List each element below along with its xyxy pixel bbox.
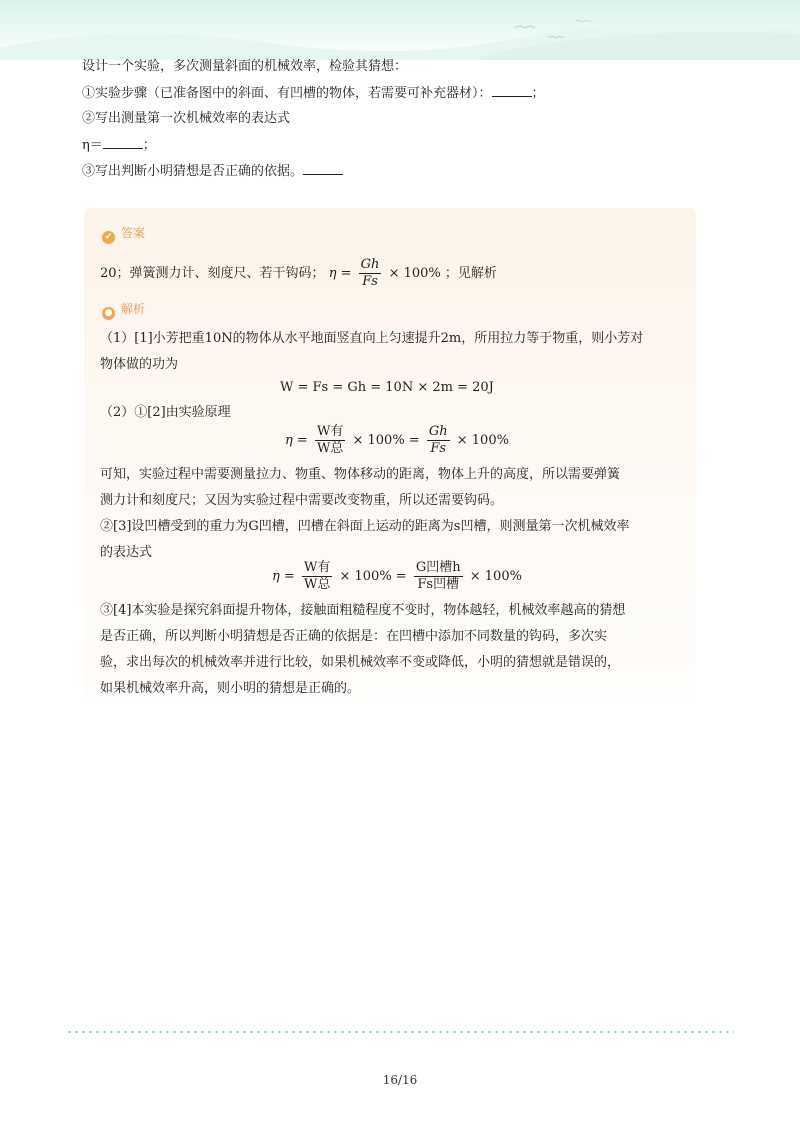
step1-end: ； <box>531 86 545 101</box>
answer-tag-label: 答案 <box>121 226 146 240</box>
eq2-frac1 <box>315 424 345 457</box>
question-step3 <box>82 162 343 181</box>
eta-label: η＝ <box>82 138 103 153</box>
analysis-p4d: 如果机械效率升高，则小明的猜想是正确的。 <box>100 681 361 696</box>
analysis-p1b: 物体做的功为 <box>100 357 179 372</box>
eq2-frac2 <box>427 424 450 457</box>
eq2-eta: η = <box>285 433 308 448</box>
analysis-p2c: 测力计和刻度尺；又因为实验过程中需要改变物重，所以还需要钩码。 <box>100 493 504 508</box>
answer-fraction <box>359 257 382 290</box>
question-eta-line <box>82 136 156 155</box>
analysis-p2a: （2）①[2]由实验原理 <box>100 405 231 420</box>
equation-efficiency-1 <box>285 424 509 457</box>
answer-line <box>100 257 497 290</box>
eta-end: ； <box>142 138 156 153</box>
eta-answer-blank <box>103 136 143 149</box>
answer-tag <box>102 224 145 244</box>
eq3-frac1-den: W总 <box>303 577 331 592</box>
eq3-eta: η = <box>272 569 295 584</box>
eq3-frac2-den: Fs凹槽 <box>417 577 460 592</box>
eq2-frac1-num: W有 <box>316 424 344 439</box>
answer-fraction-den: Fs <box>362 274 378 289</box>
question-intro: 设计一个实验，多次测量斜面的机械效率，检验其猜想： <box>82 59 408 74</box>
page-number: 16/16 <box>382 1073 418 1087</box>
eq3-mid: × 100% = <box>339 569 407 584</box>
analysis-tag-label: 解析 <box>121 302 146 316</box>
analysis-p4c: 验，求出每次的机械效率并进行比较，如果机械效率不变或降低，小明的猜想就是错误的， <box>100 655 621 670</box>
eq3-frac1-num: W有 <box>303 560 331 575</box>
eq3-end: × 100% <box>469 569 522 584</box>
analysis-p1a: （1）[1]小芳把重10N的物体从水平地面竖直向上匀速提升2m，所用拉力等于物重，则小芳对 <box>100 331 644 346</box>
analysis-p3b: 的表达式 <box>100 545 153 560</box>
header-decoration <box>0 0 800 60</box>
header-landscape-graphic <box>0 0 800 60</box>
analysis-p4a: ③[4]本实验是探究斜面提升物体，接触面粗糙程度不变时，物体越轻，机械效率越高的猜想 <box>100 603 626 618</box>
step1-text: ①实验步骤（已准备图中的斜面、有凹槽的物体，若需要可补充器材）： <box>82 86 492 101</box>
analysis-tag <box>102 300 145 320</box>
answer-text-post: ；见解析 <box>444 266 497 281</box>
eq2-end: × 100% <box>456 433 509 448</box>
step3-answer-blank <box>303 162 343 175</box>
analysis-p3a: ②[3]设凹槽受到的重力为G凹槽，凹槽在斜面上运动的距离为s凹槽，则测量第一次机械效率 <box>100 519 630 534</box>
eq2-frac2-num: Gh <box>428 424 448 439</box>
equation-efficiency-2 <box>272 560 522 593</box>
answer-fraction-num: Gh <box>360 257 380 272</box>
analysis-p4b: 是否正确，所以判断小明猜想是否正确的依据是：在凹槽中添加不同数量的钩码，多次实 <box>100 629 608 644</box>
eq3-frac1 <box>302 560 332 593</box>
footer-divider <box>66 1031 734 1033</box>
step1-answer-blank <box>492 84 532 97</box>
eq2-mid: × 100% = <box>352 433 420 448</box>
question-step2: ②写出测量第一次机械效率的表达式 <box>82 111 291 126</box>
eq3-frac2 <box>414 560 463 593</box>
analysis-p2b: 可知，实验过程中需要测量拉力、物重、物体移动的距离，物体上升的高度，所以需要弹簧 <box>100 467 621 482</box>
equation-work: W = Fs = Gh = 10N × 2m = 20J <box>280 380 494 395</box>
eq2-frac1-den: W总 <box>316 441 344 456</box>
answer-eta: η = <box>328 266 352 281</box>
question-step1 <box>82 84 545 103</box>
lightbulb-icon: ● <box>102 307 115 320</box>
eq3-frac2-num: G凹槽h <box>415 560 461 575</box>
answer-text-pre: 20；弹簧测力计、刻度尺、若干钩码； <box>100 266 325 281</box>
check-icon: ✔ <box>102 231 115 244</box>
eq2-frac2-den: Fs <box>430 441 447 456</box>
step3-text: ③写出判断小明猜想是否正确的依据。 <box>82 164 304 179</box>
answer-times: × 100% <box>388 266 441 281</box>
